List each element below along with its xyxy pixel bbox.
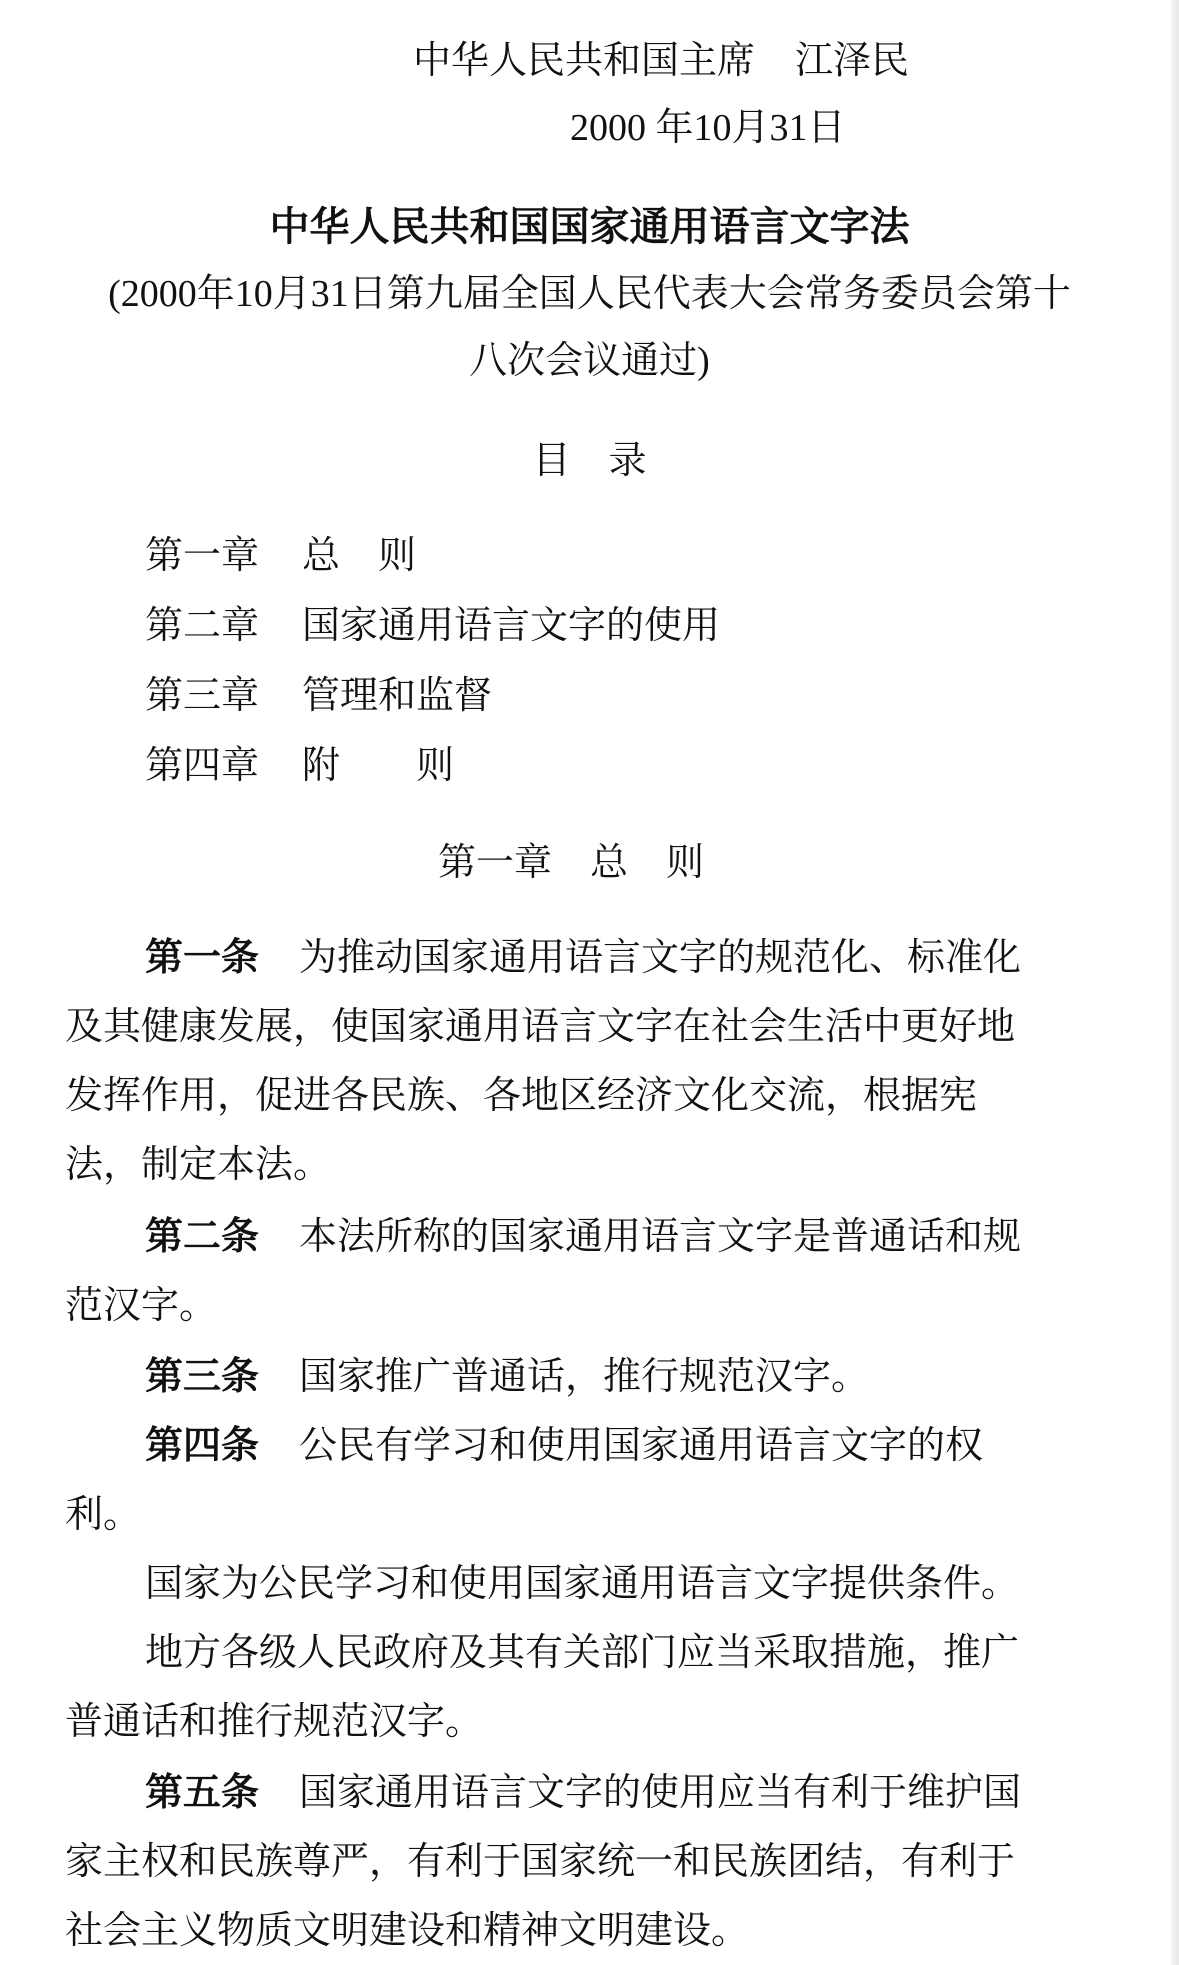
president-signature (413, 36, 909, 84)
chapter-heading: 第一章 总 则 (438, 840, 705, 884)
article-label: 第四条 (145, 1423, 260, 1467)
article-1-line-3: 发挥作用，促进各民族、各地区经济文化交流，根据宪 (65, 1073, 978, 1117)
article-4-paragraph-3-line-1: 地方各级人民政府及其有关部门应当采取措施，推广 (145, 1630, 1020, 1674)
toc-item-number: 第二章 (145, 603, 260, 647)
article-label: 第三条 (145, 1354, 260, 1398)
toc-item (0, 531, 1179, 579)
article-5-line-2: 家主权和民族尊严，有利于国家统一和民族团结，有利于 (65, 1839, 1016, 1883)
toc-item-title: 总 则 (302, 533, 417, 577)
page-edge-shadow (1171, 0, 1179, 1965)
article-5-line-1: 第五条 国家通用语言文字的使用应当有利于维护国 (145, 1770, 1022, 1814)
article-4-line-2: 利。 (65, 1492, 142, 1536)
article-4-line-1: 第四条 公民有学习和使用国家通用语言文字的权 (145, 1423, 984, 1467)
article-1-line-2: 及其健康发展，使国家通用语言文字在社会生活中更好地 (65, 1004, 1016, 1048)
article-4-paragraph-3-line-2: 普通话和推行规范汉字。 (65, 1699, 484, 1743)
president-name: 江泽民 (795, 38, 910, 82)
toc-heading: 目 录 (532, 438, 647, 482)
law-subtitle-line-2: 八次会议通过) (469, 340, 710, 382)
article-label: 第二条 (145, 1214, 260, 1258)
law-subtitle-line-1: (2000年10月31日第九届全国人民代表大会常务委员会第十 (108, 273, 1071, 315)
toc-item (0, 741, 1179, 789)
article-5-line-3: 社会主义物质文明建设和精神文明建设。 (65, 1908, 750, 1952)
article-2-line-2: 范汉字。 (65, 1283, 218, 1327)
article-1-line-4: 法，制定本法。 (65, 1142, 332, 1186)
article-label: 第一条 (145, 935, 260, 979)
article-label: 第五条 (145, 1770, 260, 1814)
article-4-paragraph-2: 国家为公民学习和使用国家通用语言文字提供条件。 (145, 1561, 1020, 1605)
toc-item-number: 第四章 (145, 743, 260, 787)
toc-item-title: 管理和监督 (302, 673, 493, 717)
law-title: 中华人民共和国国家通用语言文字法 (269, 204, 910, 250)
toc-item-number: 第一章 (145, 533, 260, 577)
toc-item-number: 第三章 (145, 673, 260, 717)
article-1-line-1: 第一条 为推动国家通用语言文字的规范化、标准化 (145, 935, 1022, 979)
article-3-line-1: 第三条 国家推广普通话，推行规范汉字。 (145, 1354, 870, 1398)
toc-item-title: 国家通用语言文字的使用 (302, 603, 721, 647)
article-2-line-1: 第二条 本法所称的国家通用语言文字是普通话和规 (145, 1214, 1022, 1258)
president-title: 中华人民共和国主席 (413, 38, 756, 82)
toc-item (0, 671, 1179, 719)
signature-date: 2000 年10月31日 (570, 107, 846, 149)
toc-item (0, 601, 1179, 649)
toc-item-title: 附 则 (302, 743, 455, 787)
